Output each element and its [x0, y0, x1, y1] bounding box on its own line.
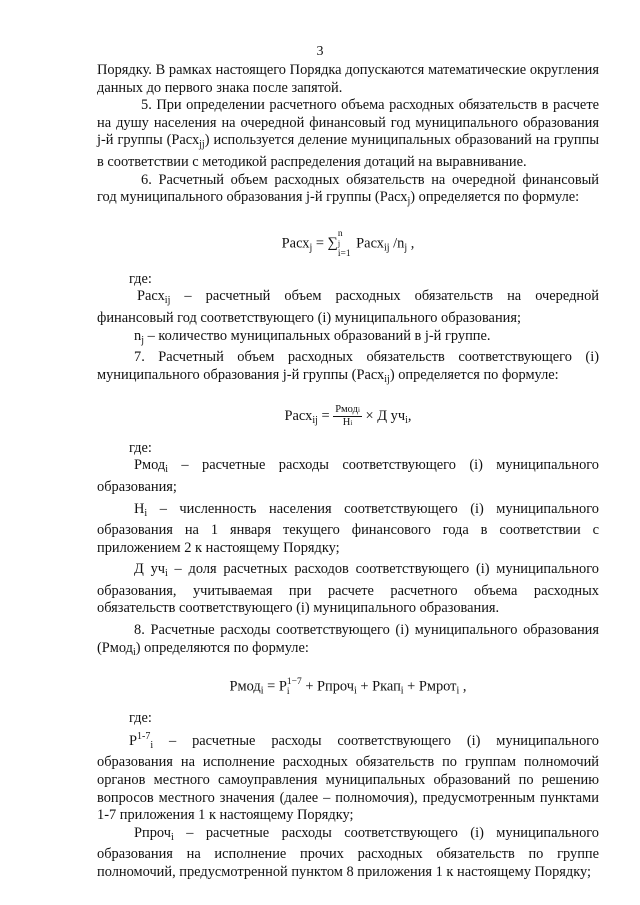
document-body — [97, 62, 599, 882]
definition-nj: $n_j$ – количество муниципальных образований в j-й группе. — [134, 327, 491, 346]
paragraph-7: 7. Расчетный объем расходных обязательств соответствующего (i) муниципального образования j-й группы (Расх$_{ij}$) определяется по формуле: — [97, 349, 599, 385]
paragraph-6: 6. Расчетный объем расходных обязательств на очередной финансовый год муниципального образования j-й группы (Расх$_j$) определяется по формуле: — [97, 171, 599, 208]
formula-3: Рмод$_i$ = Р 1−7 i + Рпроч$_i$ + Ркап$_i$ + Рмрот$_i$ , — [229, 677, 467, 698]
where-label-3: где: — [129, 710, 152, 727]
definition-rmod: Рмод$_i$ – расчетные расходы соответствующего (i) муниципального образования; — [97, 457, 599, 495]
fraction: $\frac{\text{Рмодi}}{Нi}$ — [335, 404, 360, 429]
definition-rproch: Рпроч$_i$ – расчетные расходы соответствующего (i) муниципального образования на исполнение прочих расходных обязательств по группе полномочий, предусмотренной пунктом 8 приложения 1 к настоящему Порядку; — [97, 824, 599, 880]
definition-p1-7: $Р^{1-7}_i$ – расчетные расходы соответствующего (i) муниципального образования на исполнение расходных обязательств по группам полномочий органов местного самоуправления муниципальных образований по решению вопросов местного значения (далее – полномочия), предусмотренным пунктами 1-7 приложения 1 к настоящему Порядку; — [97, 730, 599, 824]
sum-symbol: ∑ — [327, 235, 338, 252]
where-label-2: где: — [129, 439, 152, 456]
definition-rasx-ij: Расх$_{ij}$ – расчетный объем расходных обязательств на очередной финансовый год соответствующего (i) муниципального образования; — [97, 288, 599, 326]
paragraph-5: 5. При определении расчетного объема расходных обязательств в расчете на душу населения на очередной финансовый год муниципального образования j-й группы (Расх$_{jj}$) используется деление муниципальных образований на группы в соответствии с методикой распределения дотаций на выравнивание. — [97, 97, 599, 170]
paragraph-continuation: Порядку. В рамках настоящего Порядка допускаются математические округления данных до первого знака после запятой. — [97, 62, 599, 96]
definition-share: Д $уч_i$ – доля расчетных расходов соответствующего (i) муниципального образования, учитываемая при расчете расчетного объема расходных обязательств соответствующего (i) муниципального образования. — [97, 561, 599, 617]
page-number: 3 — [316, 44, 324, 59]
definition-population: $Н_i$ – численность населения соответствующего (i) муниципального образования на 1 января текущего финансового года в соответствии с приложением 2 к настоящему Порядку; — [97, 500, 599, 556]
where-label-1: где: — [129, 270, 152, 287]
paragraph-8: 8. Расчетные расходы соответствующего (i) муниципального образования (Рмод$_i$) определяются по формуле: — [97, 622, 599, 658]
formula-1: Расх$_j$ = ∑ n j i=1 Расх$_{ij}$ $/n_j$ , — [281, 228, 415, 259]
formula-2: Расх$_{ij}$ = $\frac{\text{Рмодi}}{Нi}$ × Д $уч_i$, — [284, 404, 412, 429]
